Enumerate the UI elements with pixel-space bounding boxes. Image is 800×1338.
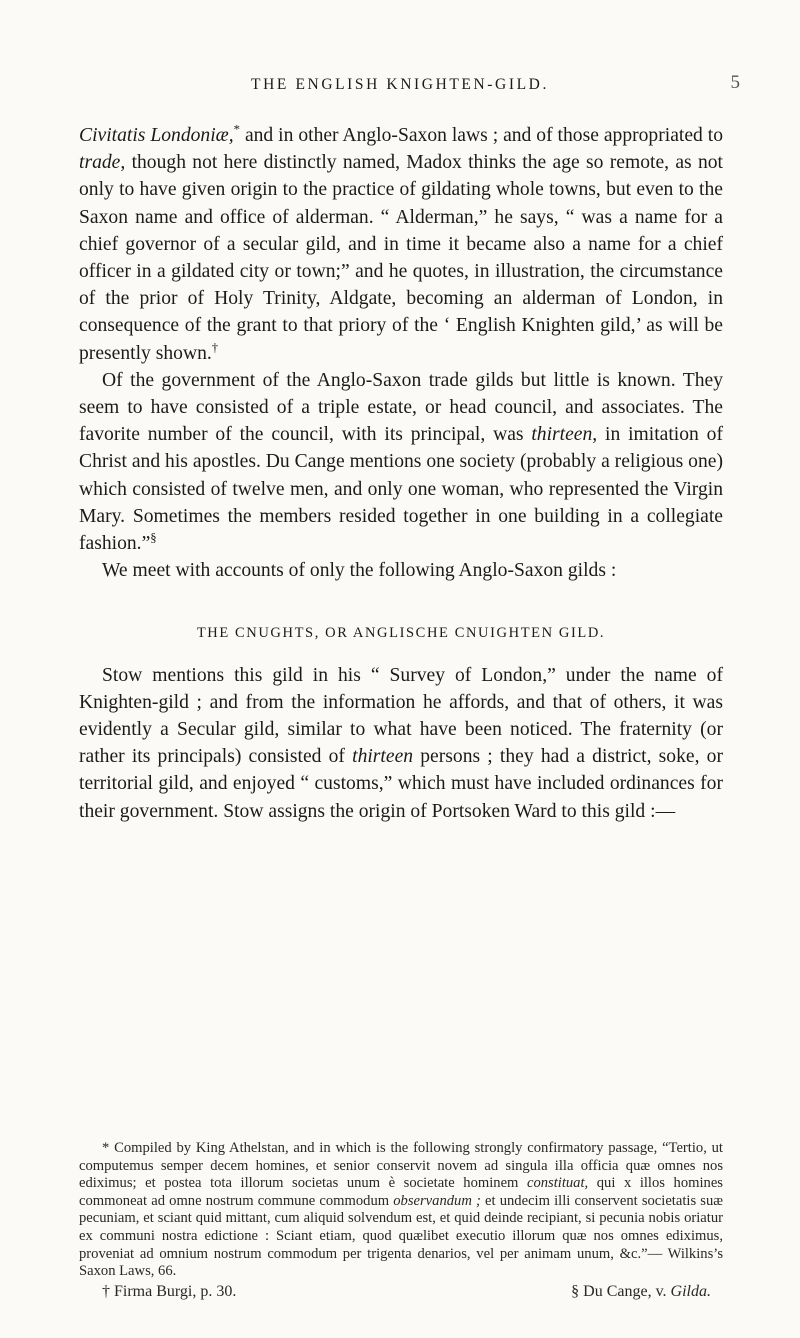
text-span: et undecim illi conservent societatis suæ pecuniam, et sciant quid mittant, cum aliquid solvendum est, et quid deinde recipiant, si pecunia nobis oriatur ex communi nostra edictione : Sciant etiam, quod quælibet executio illorum quæ nos omnes ediximus, proveniat ad omnium nostrum commodum per trigenta denarios, vel per animam unum, &c.”— Wilkins’s Saxon Laws, 66. <box>79 1192 723 1280</box>
latin-phrase: Civitatis Londoniæ, <box>79 125 234 146</box>
text-span: in imitation of Christ and his apostles. Du Cange mentions one society (probably a religious one) which consisted of twelve men, and only one woman, who represented the Virgin Mary. Sometimes the members resided together in one building in a collegiate fashion.” <box>79 424 723 555</box>
running-header: THE ENGLISH KNIGHTEN-GILD. <box>251 76 549 93</box>
paragraph <box>79 367 723 557</box>
text-span: persons ; they had a district, soke, or territorial gild, and enjoyed “ customs,” which must have included ordinances for their government. Stow assigns the origin of Portsoken Ward to this gild :— <box>79 746 723 822</box>
text-span: and in other Anglo-Saxon laws ; and of those appropriated to <box>240 125 723 146</box>
footnote-row <box>79 1283 723 1301</box>
emphasis: trade, <box>79 152 126 174</box>
text-span: Stow mentions this gild in his “ Survey of London,” under the name of Knighten-gild ; and from the information he affords, and that of others, it was evidently a Secular gild, similar to what have been noticed. The fraternity (or rather its principals) consisted of <box>79 664 723 768</box>
emphasis: thirteen, <box>531 424 598 446</box>
paragraph <box>79 662 723 825</box>
main-text <box>79 122 723 825</box>
emphasis: constituat, <box>526 1175 589 1192</box>
page-number: 5 <box>730 72 740 93</box>
emphasis: thirteen <box>352 746 414 768</box>
footnote-marker: § <box>150 530 157 545</box>
text-span: qui x illos homines commoneat ad omne nostrum commune commodum <box>79 1175 723 1209</box>
emphasis: observandum ; <box>393 1192 481 1209</box>
footnote-marker: * <box>102 1140 110 1156</box>
text-span: Of the government of the Anglo-Saxon trade gilds but little is known. They seem to have consisted of a triple estate, or head council, and associates. The favorite number of the council, with its principal, was <box>79 369 723 446</box>
footnote <box>571 1283 711 1301</box>
footnote <box>79 1140 723 1281</box>
section-heading: THE CNUGHTS, OR ANGLISCHE CNUIGHTEN GILD. <box>196 625 606 642</box>
footnote: † Firma Burgi, p. 30. <box>102 1282 237 1300</box>
footnote-marker: * <box>233 122 241 137</box>
paragraph <box>79 122 723 367</box>
text-span: § Du Cange, v. <box>571 1282 671 1300</box>
footnote-marker: † <box>211 340 219 355</box>
text-span: though not here distinctly named, Madox thinks the age so remote, as not only to have given origin to the practice of gildating whole towns, but even to the Saxon name and office of alderman. “ Alderman,” he says, “ was a name for a chief governor of a secular gild, and in time it became also a name for a chief officer in a gildated city or town;” and he quotes, in illustration, the circumstance of the prior of Holy Trinity, Aldgate, becoming an alderman of London, in consequence of the grant to that priory of the ‘ English Knighten gild,’ as will be presently shown. <box>79 152 723 364</box>
footnotes <box>79 1140 723 1300</box>
paragraph: We meet with accounts of only the following Anglo-Saxon gilds : <box>102 560 617 582</box>
text-span: Compiled by King Athelstan, and in which is the following strongly confirmatory passage, “Tertio, ut computemus semper decem homines, et senior conservit novem ad singula illa officia quæ omnes nos ediximus; et postea tota illorum societas unum è societate hominem <box>79 1140 723 1192</box>
emphasis: Gilda. <box>670 1282 711 1300</box>
